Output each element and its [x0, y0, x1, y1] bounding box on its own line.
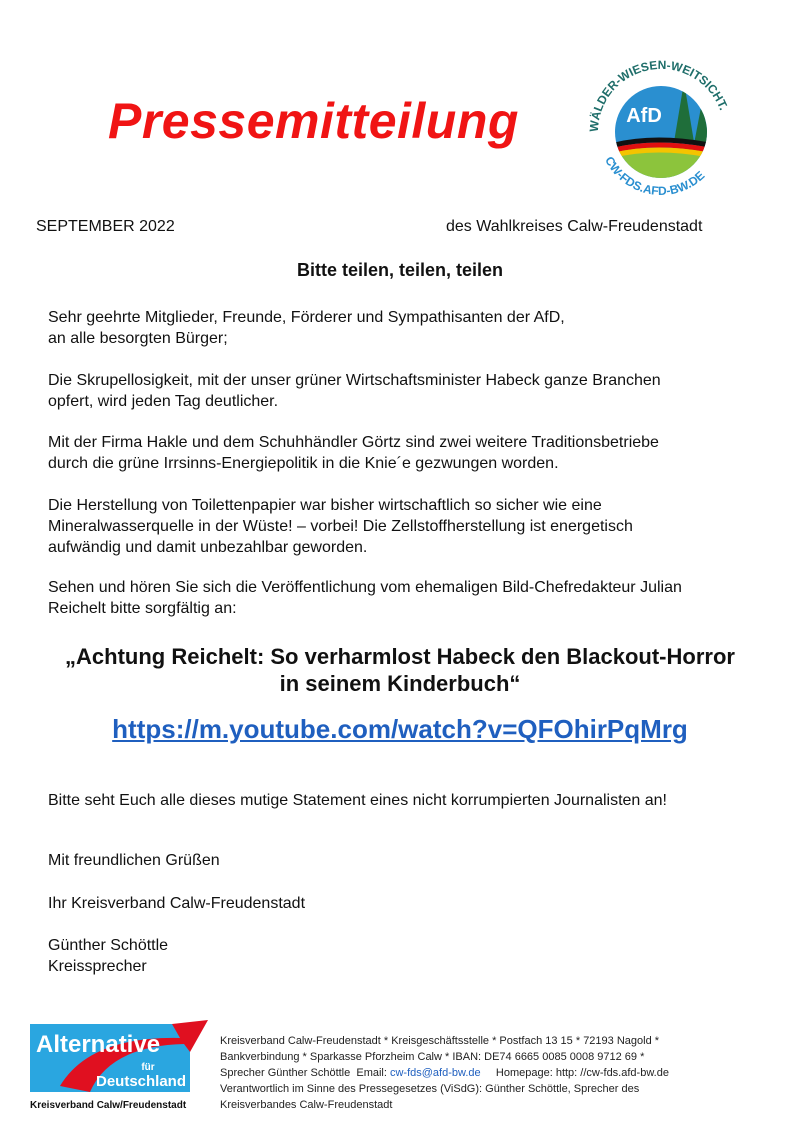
paragraph: Sehen und hören Sie sich die Veröffentlichung vom ehemaligen Bild-Chefredakteur Julian Reichelt bitte sorgfältig an:: [48, 579, 682, 617]
logo-line3: Deutschland: [95, 1073, 186, 1090]
signature: Günther Schöttle Kreissprecher: [48, 937, 169, 975]
footer-line: Kreisverband Calw-Freudenstadt * Kreisgeschäftsstelle * Postfach 13 15 * 72193 Nagold *: [220, 1035, 660, 1047]
district: des Wahlkreises Calw-Freudenstadt: [446, 218, 703, 235]
paragraph: Mit der Firma Hakle und dem Schuhhändler Görtz sind zwei weitere Traditionsbetriebe durch die grüne Irrsinns-Energiepolitik in die Knie´e gezwungen worden.: [48, 434, 659, 472]
page-title: Pressemitteilung: [108, 93, 519, 149]
subject-heading: Bitte teilen, teilen, teilen: [296, 260, 504, 280]
logo-line1: Alternative: [36, 1031, 161, 1058]
email-link[interactable]: cw-fds@afd-bw.de: [389, 1067, 481, 1079]
appeal: Bitte seht Euch alle dieses mutige Statement eines nicht korrumpierten Journalisten an!: [48, 792, 667, 809]
footer-line: Sprecher Günther Schöttle Email: cw-fds@afd-bw.de Homepage: http: //cw-fds.afd-bw.de: [220, 1067, 669, 1079]
footer-info: [220, 1033, 669, 1113]
afd-district-logo: [584, 52, 736, 198]
closing: Mit freundlichen Grüßen: [48, 852, 220, 869]
logo-line2: für: [141, 1062, 155, 1073]
logo-badge-text: AfD: [626, 105, 662, 127]
logo-arc-top: WÄLDER-WIESEN-WEITSICHT.: [586, 57, 731, 133]
footer-line: Verantwortlich im Sinne des Pressegesetzes (ViSdG): Günther Schöttle, Sprecher des: [220, 1083, 640, 1095]
paragraph: Die Herstellung von Toilettenpapier war bisher wirtschaftlich so sicher wie eine Mineralwasserquelle in der Wüste! – vorbei! Die Zellstoffherstellung ist energetisch aufwändig und damit unbezahlbar geworden.: [48, 497, 633, 556]
youtube-link[interactable]: https://m.youtube.com/watch?v=QFOhirPqMrg: [112, 714, 688, 744]
video-headline: „Achtung Reichelt: So verharmlost Habeck den Blackout-Horror in seinem Kinderbuch“: [65, 644, 735, 696]
logo-caption: Kreisverband Calw/Freudenstadt: [30, 1100, 187, 1111]
logo-arc-bottom: CW-FDS.AFD-BW.DE: [602, 154, 708, 198]
paragraph: Die Skrupellosigkeit, mit der unser grüner Wirtschaftsminister Habeck ganze Branchen opfert, wird jeden Tag deutlicher.: [48, 372, 661, 410]
footer-line: Bankverbindung * Sparkasse Pforzheim Calw * IBAN: DE74 6665 0085 0008 9712 69 *: [220, 1051, 645, 1063]
afd-logo: [30, 1016, 210, 1112]
footer-line: Kreisverbandes Calw-Freudenstadt: [220, 1099, 393, 1111]
date: SEPTEMBER 2022: [36, 218, 175, 235]
sender: Ihr Kreisverband Calw-Freudenstadt: [48, 895, 306, 912]
paragraph-greeting: Sehr geehrte Mitglieder, Freunde, Förderer und Sympathisanten der AfD, an alle besorgten Bürger;: [48, 309, 565, 347]
